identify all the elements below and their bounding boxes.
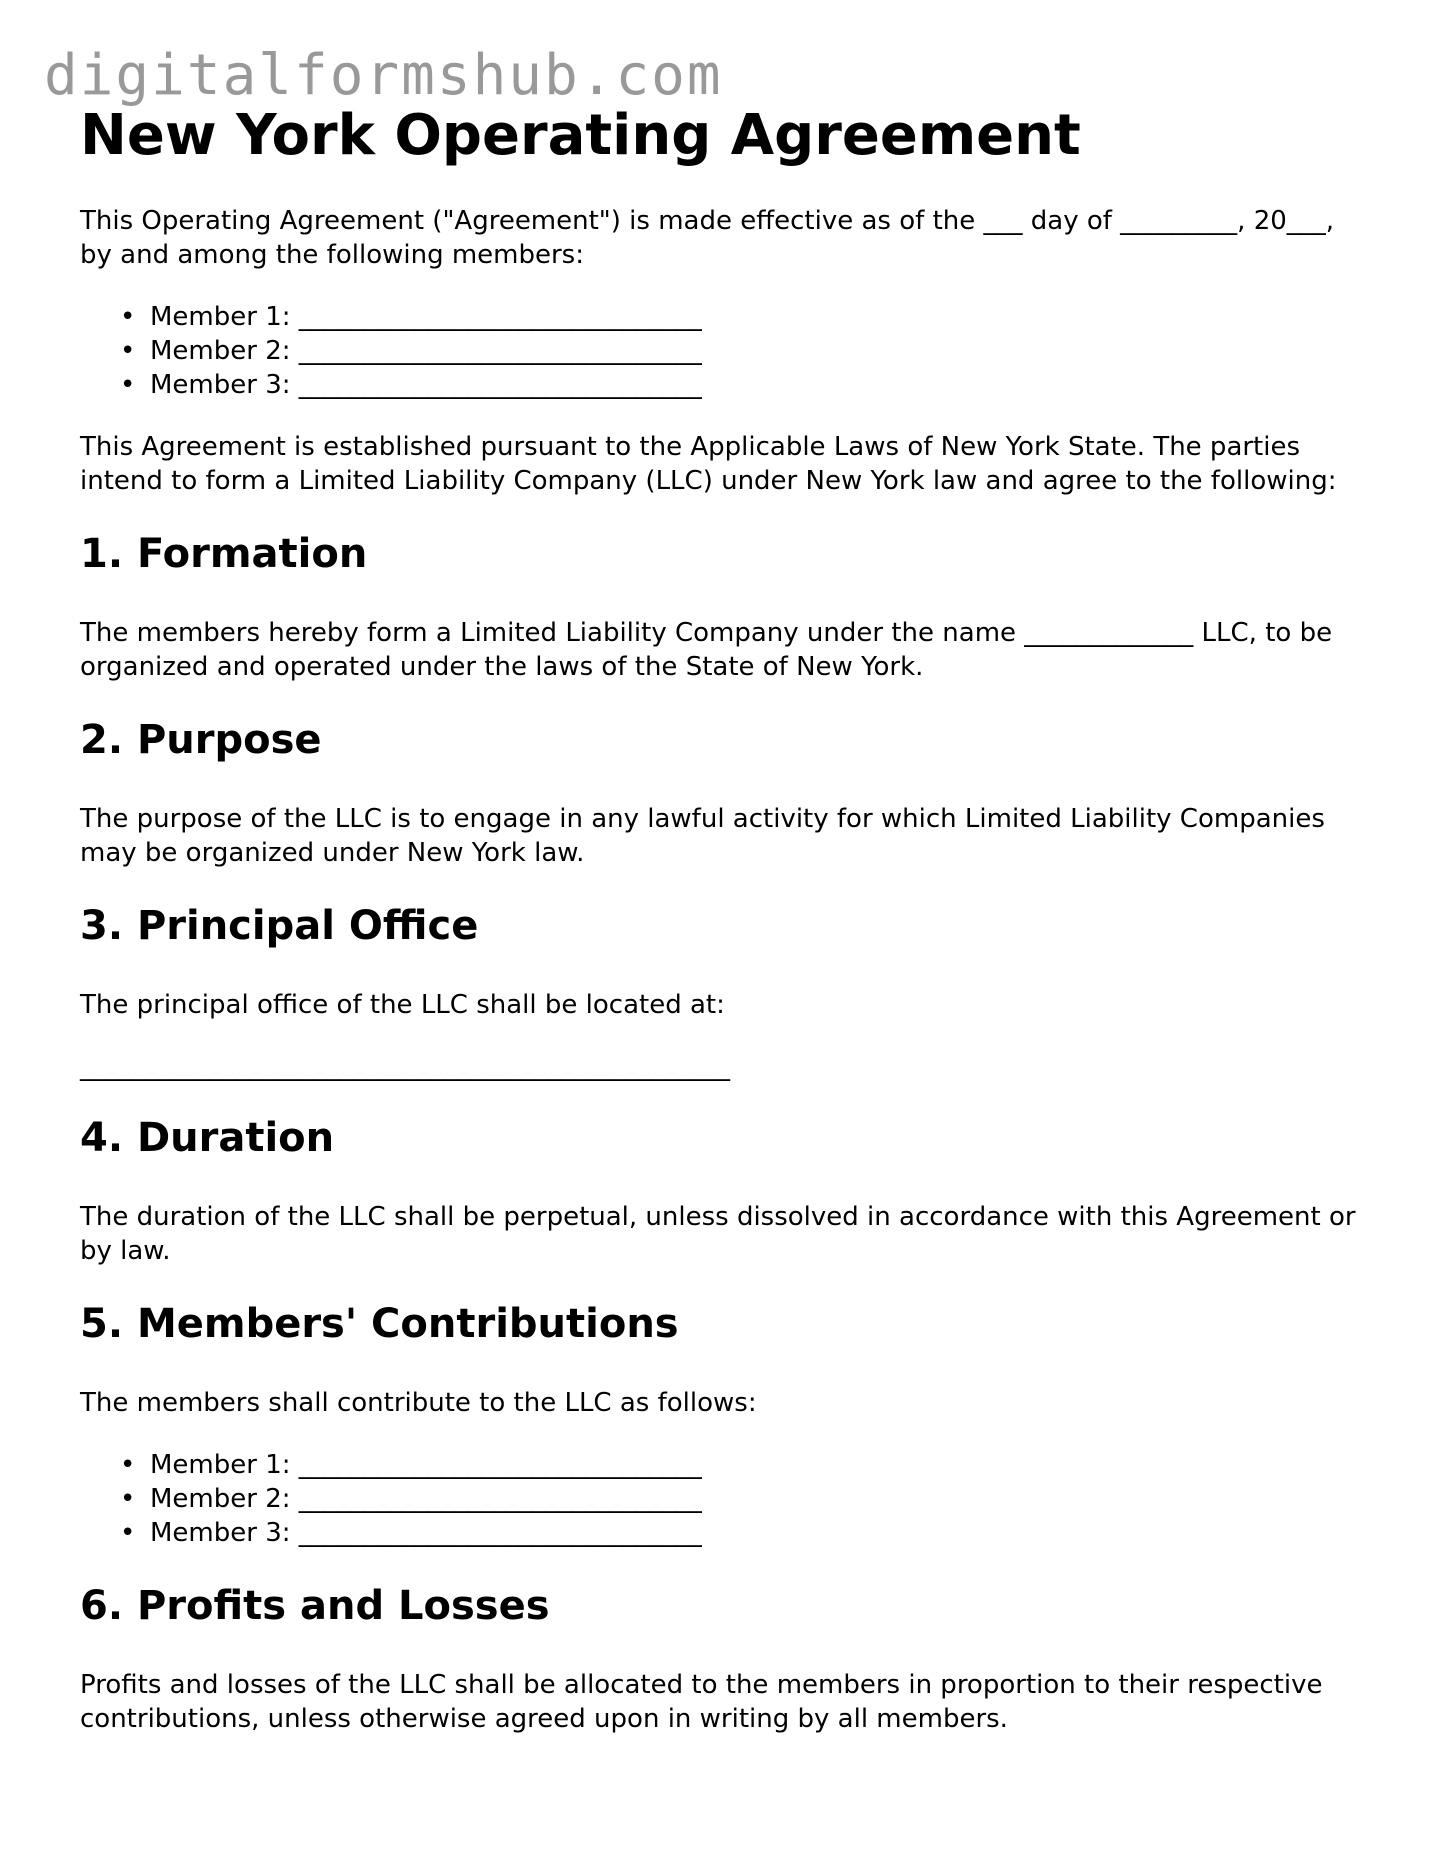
- list-item: [120, 1482, 1370, 1516]
- section-text-office: The principal office of the LLC shall be located at:: [80, 990, 725, 1020]
- document-page: [80, 100, 1370, 1764]
- basis-paragraph: This Agreement is established pursuant to the Applicable Laws of New York State. The parties intend to form a Limited Liability Company (LLC) under New York law and agree to the following:: [80, 432, 1337, 496]
- section-heading-profits: 6. Profits and Losses: [80, 1583, 550, 1629]
- office-address-blank: __________________________________________________: [80, 1052, 730, 1082]
- section-text-contributions: The members shall contribute to the LLC as follows:: [80, 1388, 757, 1418]
- contribution-line: Member 3: _______________________________: [150, 1518, 702, 1548]
- section-heading-contributions: 5. Members' Contributions: [80, 1301, 679, 1347]
- bullet-icon: •: [120, 336, 136, 366]
- list-item: [120, 368, 1370, 402]
- intro-paragraph: This Operating Agreement ("Agreement") is made effective as of the ___ day of _________, 20___, by and among the following members:: [80, 206, 1335, 270]
- bullet-icon: •: [120, 1484, 136, 1514]
- section-text-duration: The duration of the LLC shall be perpetual, unless dissolved in accordance with this Agreement or by law.: [80, 1202, 1356, 1266]
- section-heading-formation: 1. Formation: [80, 531, 368, 577]
- bullet-icon: •: [120, 302, 136, 332]
- section-heading-office: 3. Principal Office: [80, 903, 479, 949]
- section-text-purpose: The purpose of the LLC is to engage in any lawful activity for which Limited Liability Companies may be organized under New York law.: [80, 804, 1325, 868]
- bullet-icon: •: [120, 1518, 136, 1548]
- list-item: [120, 334, 1370, 368]
- bullet-icon: •: [120, 370, 136, 400]
- members-list: [80, 300, 1370, 402]
- section-text-profits: Profits and losses of the LLC shall be allocated to the members in proportion to their respective contributions, unless otherwise agreed upon in writing by all members.: [80, 1670, 1323, 1734]
- list-item: [120, 1448, 1370, 1482]
- watermark: digitalformshub.com: [44, 43, 723, 108]
- member-line: Member 1: _______________________________: [150, 302, 702, 332]
- member-line: Member 2: _______________________________: [150, 336, 702, 366]
- page-title: New York Operating Agreement: [80, 103, 1081, 168]
- contribution-line: Member 2: _______________________________: [150, 1484, 702, 1514]
- contributions-list: [80, 1448, 1370, 1550]
- member-line: Member 3: _______________________________: [150, 370, 702, 400]
- bullet-icon: •: [120, 1450, 136, 1480]
- section-heading-purpose: 2. Purpose: [80, 717, 322, 763]
- section-text-formation: The members hereby form a Limited Liability Company under the name _____________ LLC, to be organized and operated under the laws of the State of New York.: [80, 618, 1333, 682]
- contribution-line: Member 1: _______________________________: [150, 1450, 702, 1480]
- list-item: [120, 300, 1370, 334]
- list-item: [120, 1516, 1370, 1550]
- section-heading-duration: 4. Duration: [80, 1115, 335, 1161]
